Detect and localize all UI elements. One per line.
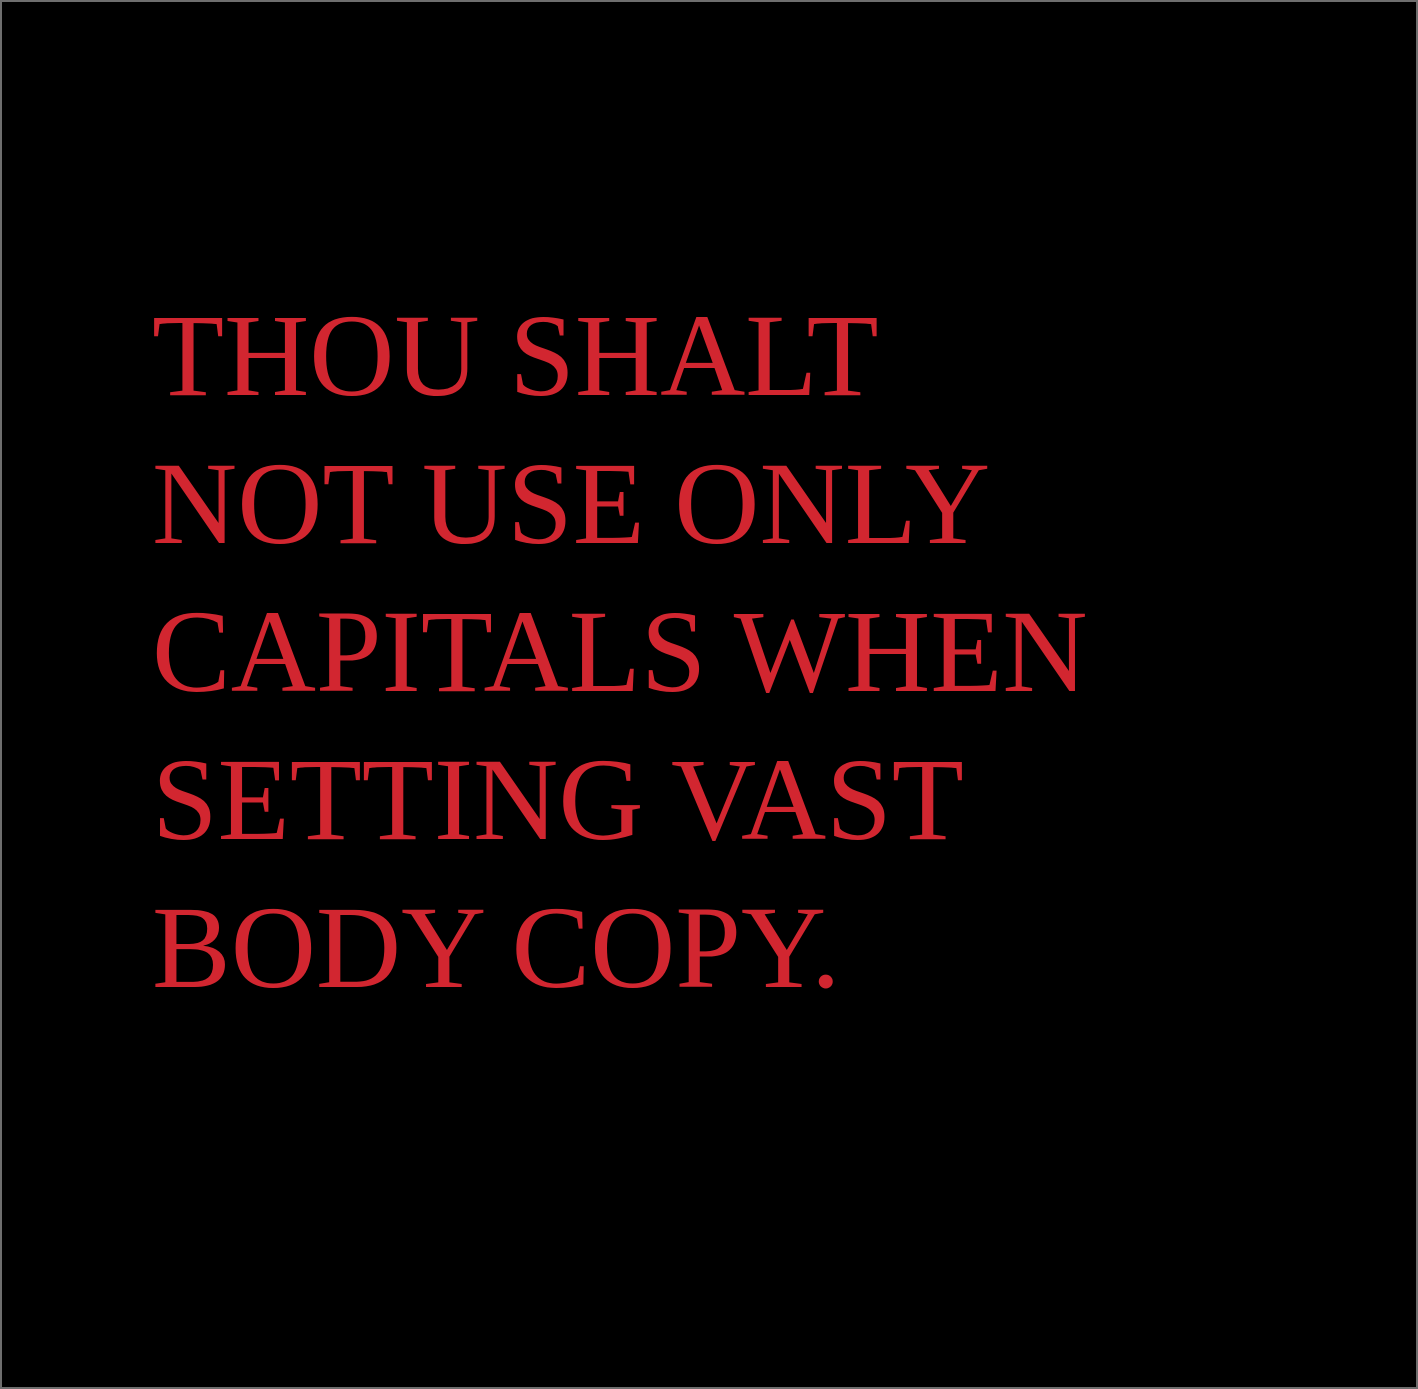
poster-quote: [152, 282, 1088, 1022]
quote-line-4: SETTING VAST: [152, 734, 964, 865]
quote-line-5: BODY COPY.: [152, 882, 841, 1013]
quote-line-1: THOU SHALT: [152, 290, 879, 421]
quote-line-3: CAPITALS WHEN: [152, 586, 1088, 717]
quote-line-2: NOT USE ONLY: [152, 438, 991, 569]
